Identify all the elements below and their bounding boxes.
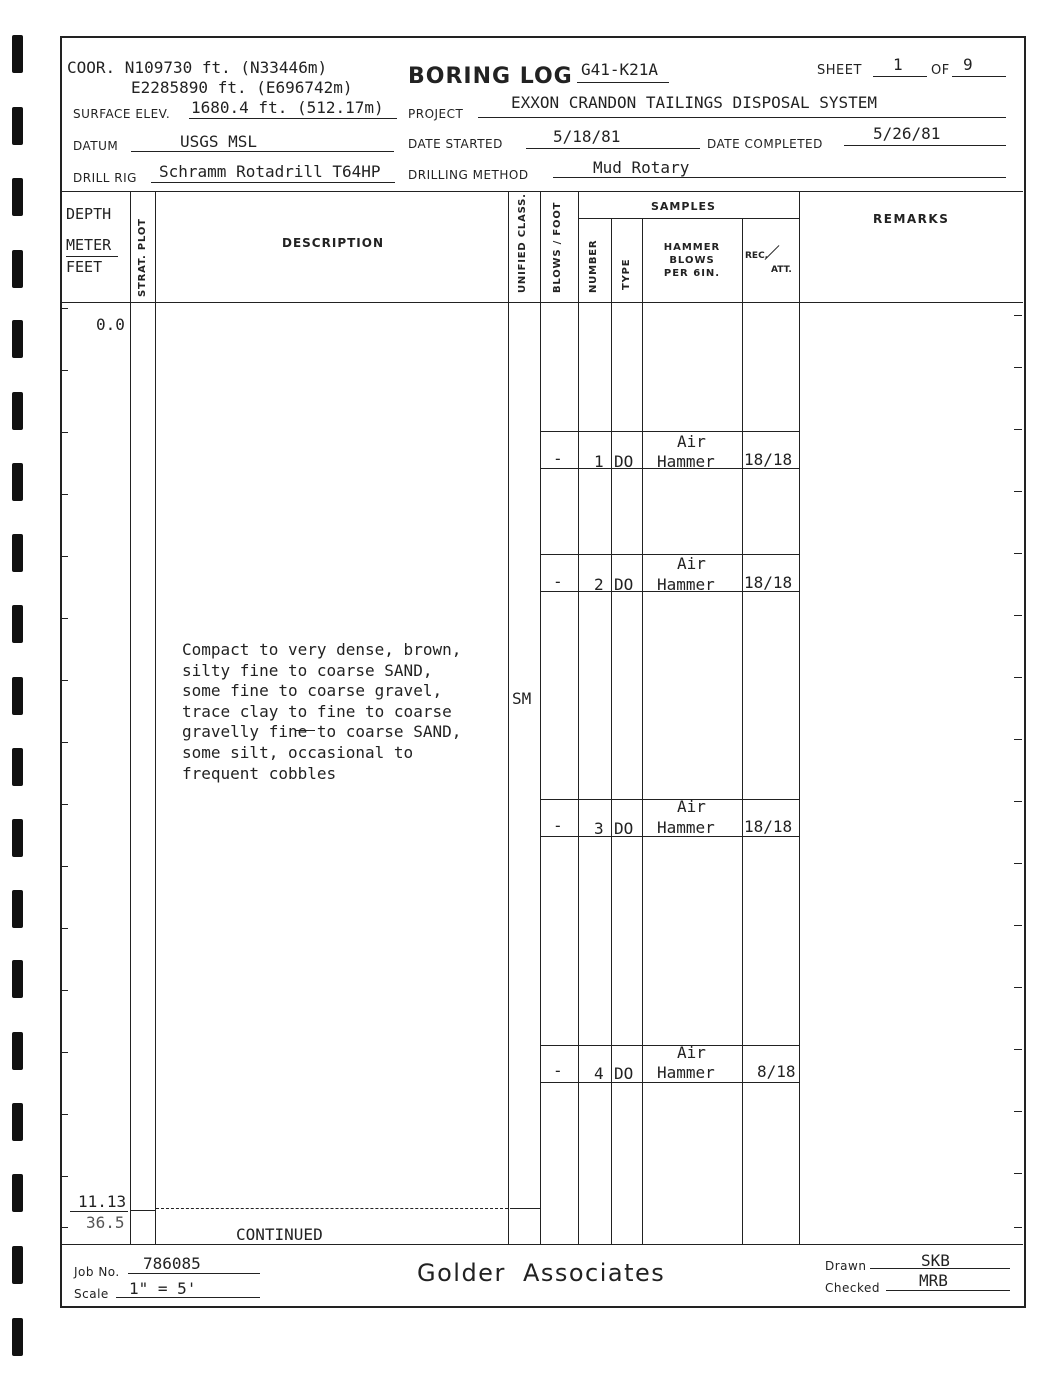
blows-per-foot-header: BLOWS / FOOT — [552, 201, 563, 293]
punch-hole — [12, 1246, 23, 1284]
sample-2-hammer-b: Hammer — [657, 575, 715, 594]
project-underline — [478, 117, 1006, 118]
sample-4-hammer-b: Hammer — [657, 1063, 715, 1082]
form-title: BORING LOG — [408, 64, 573, 89]
date-completed-underline — [844, 145, 1006, 146]
depth-tick — [61, 1052, 68, 1053]
sample-3-hammer-a: Air — [677, 797, 706, 816]
depth-tick — [61, 990, 68, 991]
remarks-tick — [1014, 615, 1022, 616]
punch-hole — [12, 178, 23, 216]
remarks-tick — [1014, 801, 1022, 802]
strat-bottom-line — [130, 1210, 155, 1211]
punch-hole — [12, 463, 23, 501]
meter-header: METER — [66, 236, 112, 254]
sample-bottom-line — [541, 1082, 799, 1083]
depth-tick — [61, 928, 68, 929]
scale-label: Scale — [74, 1287, 109, 1301]
depth-tick — [61, 432, 68, 433]
sample-4-rec: 8/18 — [757, 1062, 796, 1081]
class-bottom-line — [510, 1208, 540, 1209]
punch-hole — [12, 1032, 23, 1070]
drill-rig-value: Schramm Rotadrill T64HP — [159, 162, 381, 181]
sample-3-hammer-b: Hammer — [657, 818, 715, 837]
sheet-total: 9 — [963, 55, 973, 74]
sample-3-rec: 18/18 — [744, 817, 793, 836]
punch-hole — [12, 1318, 23, 1356]
depth-tick — [61, 494, 68, 495]
depth-tick — [61, 742, 68, 743]
sample-4-type: DO — [614, 1064, 634, 1083]
punch-hole — [12, 320, 23, 358]
drill-rig-underline — [151, 182, 395, 183]
project-name: EXXON CRANDON TAILINGS DISPOSAL SYSTEM — [511, 93, 878, 112]
date-completed-label: DATE COMPLETED — [707, 137, 823, 151]
column-header-divider — [61, 302, 1023, 303]
depth-tick — [61, 618, 68, 619]
coordinate-east: E2285890 ft. (E696742m) — [131, 78, 353, 97]
surface-elev-value: 1680.4 ft. (512.17m) — [191, 98, 384, 117]
punch-hole — [12, 534, 23, 572]
column-line-hammer — [742, 219, 743, 1244]
depth-tick — [61, 1114, 68, 1115]
remarks-tick — [1014, 863, 1022, 864]
column-line-unified — [540, 192, 541, 1244]
drill-rig-label: DRILL RIG — [73, 171, 137, 185]
to-underline — [295, 730, 315, 731]
of-label: OF — [931, 63, 950, 78]
sample-4-hammer-a: Air — [677, 1043, 706, 1062]
unified-class-value: SM — [512, 689, 532, 708]
sample-2-type: DO — [614, 575, 634, 594]
column-line-depth — [130, 192, 131, 1244]
job-number-value: 786085 — [143, 1254, 201, 1273]
project-label: PROJECT — [408, 107, 464, 121]
sample-2-hammer-a: Air — [677, 554, 706, 573]
date-started-value: 5/18/81 — [553, 127, 621, 146]
drawn-label: Drawn — [825, 1259, 867, 1273]
punch-hole — [12, 1174, 23, 1212]
job-number-label: Job No. — [74, 1265, 120, 1279]
depth-tick — [61, 370, 68, 371]
sample-top-line — [541, 1045, 799, 1046]
number-header: NUMBER — [588, 239, 599, 293]
job-number-underline — [128, 1273, 260, 1274]
punch-hole — [12, 605, 23, 643]
depth-top-value: 0.0 — [96, 315, 125, 334]
depth-tick — [61, 1176, 68, 1177]
column-line-rec — [799, 192, 800, 1244]
sample-2-blows: - — [553, 572, 563, 591]
sample-top-line — [541, 554, 799, 555]
punch-hole — [12, 107, 23, 145]
drilling-method-label: DRILLING METHOD — [408, 168, 529, 182]
remarks-tick — [1014, 429, 1022, 430]
samples-header: SAMPLES — [651, 200, 716, 213]
sheet-label: SHEET — [817, 63, 862, 78]
sample-4-number: 4 — [594, 1064, 604, 1083]
punch-hole — [12, 748, 23, 786]
checked-label: Checked — [825, 1281, 880, 1295]
continued-label: CONTINUED — [236, 1225, 323, 1244]
sample-1-hammer-a: Air — [677, 432, 706, 451]
meter-feet-divider — [66, 256, 118, 257]
column-line-type — [642, 219, 643, 1244]
sample-1-number: 1 — [594, 452, 604, 471]
scale-value: 1" = 5' — [129, 1279, 197, 1298]
punch-hole — [12, 819, 23, 857]
remarks-tick — [1014, 677, 1022, 678]
sample-top-line — [541, 431, 799, 432]
date-completed-value: 5/26/81 — [873, 124, 941, 143]
rec-header: REC. — [745, 251, 769, 261]
boring-end-line — [156, 1208, 508, 1209]
column-line-number — [611, 219, 612, 1244]
sample-2-number: 2 — [594, 575, 604, 594]
remarks-tick — [1014, 1111, 1022, 1112]
remarks-tick — [1014, 1049, 1022, 1050]
scale-underline — [116, 1297, 260, 1298]
sheet-number: 1 — [893, 55, 903, 74]
punch-hole — [12, 1103, 23, 1141]
punch-hole — [12, 250, 23, 288]
surface-elev-underline — [189, 118, 397, 119]
drawn-underline — [870, 1268, 1010, 1269]
remarks-tick — [1014, 1173, 1022, 1174]
drilling-method-value: Mud Rotary — [593, 158, 690, 177]
sample-2-rec: 18/18 — [744, 573, 793, 592]
remarks-tick — [1014, 925, 1022, 926]
column-line-strat — [155, 192, 156, 1244]
datum-value: USGS MSL — [180, 132, 258, 151]
sample-1-type: DO — [614, 452, 634, 471]
punch-hole — [12, 677, 23, 715]
remarks-tick — [1014, 315, 1022, 316]
strat-plot-header: STRAT. PLOT — [137, 218, 148, 297]
remarks-tick — [1014, 987, 1022, 988]
boring-id: G41-K21A — [581, 60, 659, 79]
depth-header: DEPTH — [66, 205, 112, 223]
column-line-description — [508, 192, 509, 1244]
remarks-tick — [1014, 739, 1022, 740]
sheet-total-underline — [952, 76, 1006, 77]
punch-hole — [12, 890, 23, 928]
checked-value: MRB — [919, 1271, 948, 1290]
sample-1-rec: 18/18 — [744, 450, 793, 469]
company-name: Golder Associates — [417, 1259, 666, 1287]
date-started-underline — [526, 148, 700, 149]
drawn-value: SKB — [921, 1251, 950, 1270]
unified-class-header: UNIFIED CLASS. — [517, 193, 528, 293]
header-divider — [61, 191, 1023, 192]
punch-hole — [12, 392, 23, 430]
sample-1-blows: - — [553, 449, 563, 468]
depth-bottom-divider — [70, 1211, 128, 1212]
hammer-blows-header — [650, 241, 734, 280]
surface-elev-label: SURFACE ELEV. — [73, 107, 171, 121]
sample-4-blows: - — [553, 1061, 563, 1080]
hammer-header-line3: PER 6IN. — [663, 268, 721, 279]
type-header: TYPE — [621, 258, 632, 290]
checked-underline — [886, 1290, 1010, 1291]
punch-hole — [12, 960, 23, 998]
sample-3-blows: - — [553, 816, 563, 835]
remarks-tick — [1014, 1227, 1022, 1228]
sample-3-number: 3 — [594, 819, 604, 838]
depth-tick — [61, 1227, 68, 1228]
remarks-header: REMARKS — [873, 212, 950, 226]
remarks-tick — [1014, 491, 1022, 492]
hammer-header-line2: BLOWS — [669, 255, 715, 266]
depth-tick — [61, 680, 68, 681]
feet-header: FEET — [66, 258, 103, 276]
date-started-label: DATE STARTED — [408, 137, 503, 151]
coordinate-north: COOR. N109730 ft. (N33446m) — [67, 58, 328, 77]
drilling-method-underline — [553, 177, 1006, 178]
sample-top-line — [541, 799, 799, 800]
depth-tick — [61, 556, 68, 557]
depth-tick — [61, 804, 68, 805]
sheet-number-underline — [873, 76, 927, 77]
boring-id-underline — [577, 82, 669, 83]
footer-divider — [61, 1244, 1023, 1245]
datum-label: DATUM — [73, 139, 119, 153]
depth-bottom-meter: 11.13 — [78, 1192, 127, 1211]
punch-hole — [12, 35, 23, 73]
soil-description: Compact to very dense, brown, silty fine to coarse SAND, some fine to coarse gravel, trace clay to fine to coarse gravelly fine to coarse SAND, some silt, occasional to frequent cobbles — [182, 640, 462, 783]
hammer-header-line1: HAMMER — [663, 242, 721, 253]
column-line-blows — [578, 192, 579, 1244]
sample-3-type: DO — [614, 819, 634, 838]
remarks-tick — [1014, 553, 1022, 554]
sample-1-hammer-b: Hammer — [657, 452, 715, 471]
remarks-tick — [1014, 367, 1022, 368]
depth-tick — [61, 866, 68, 867]
att-header: ATT. — [771, 265, 792, 275]
depth-tick — [61, 308, 68, 309]
description-header: DESCRIPTION — [282, 236, 385, 250]
depth-bottom-feet: 36.5 — [86, 1213, 125, 1232]
datum-underline — [131, 151, 394, 152]
